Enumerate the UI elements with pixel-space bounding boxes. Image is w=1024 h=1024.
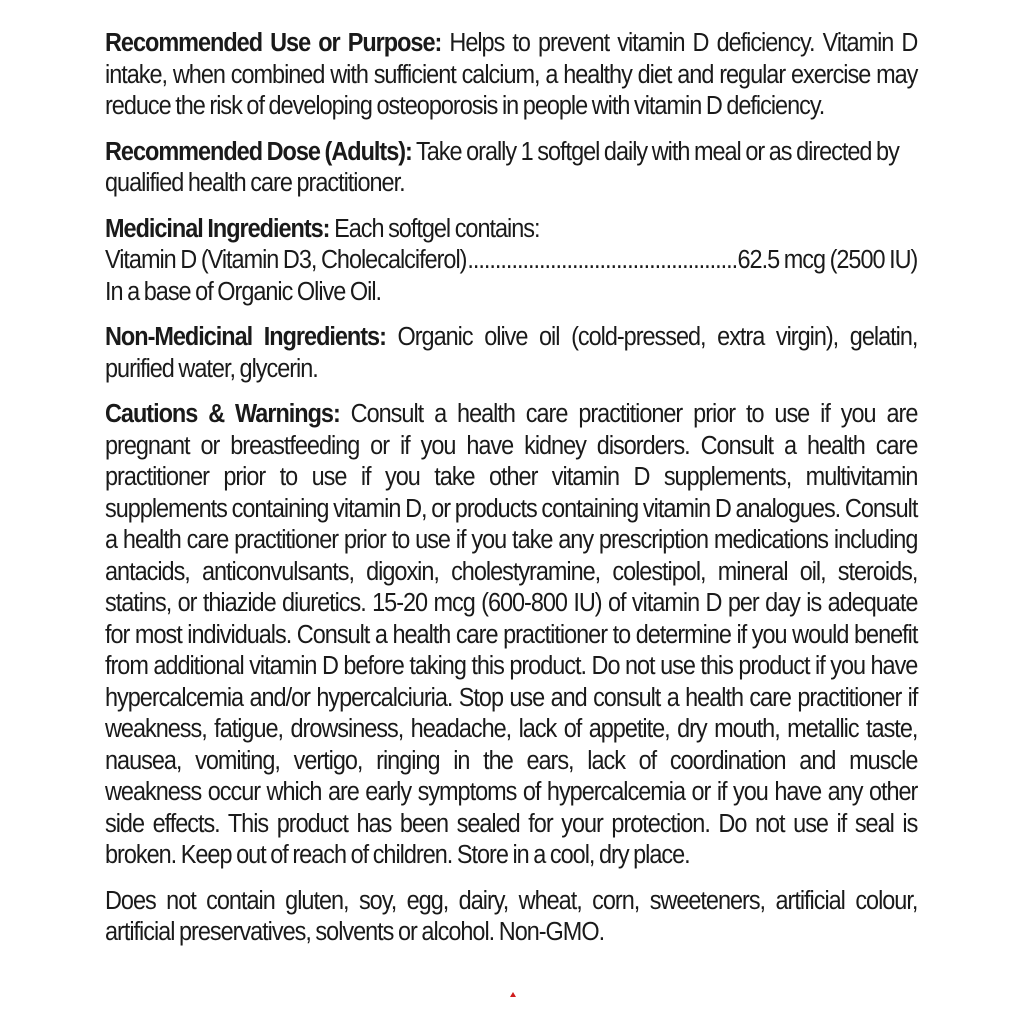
free-from-text: Does not contain gluten, soy, egg, dairy, wheat, corn, sweeteners, artificial colour, artificial preservatives, solvents or alcohol. Non-GMO. <box>105 886 918 946</box>
medicinal-ingredients-header-line <box>105 214 917 246</box>
dot-leader <box>467 245 736 277</box>
cautions-heading: Cautions & Warnings: <box>105 400 340 428</box>
non-medicinal-ingredients-text: Organic olive oil (cold-pressed, extra virgin), gelatin, purified water, glycerin. <box>105 323 918 383</box>
medicinal-ingredients-intro: Each softgel contains: <box>329 214 540 243</box>
recommended-use-section <box>105 28 917 123</box>
non-medicinal-ingredients-section <box>105 322 917 385</box>
medicinal-ingredients-heading: Medicinal Ingredients: <box>105 214 330 243</box>
recommended-dose-heading: Recommended Dose (Adults): <box>105 137 412 166</box>
non-medicinal-ingredients-heading: Non-Medicinal Ingredients: <box>105 323 386 351</box>
cautions-section <box>105 399 917 872</box>
cautions-text: Consult a health care practitioner prior to use if you are pregnant or breastfeeding or if you have kidney disorders. Consult a health care practitioner prior to use if you take other vitamin D supplements, multivitamin supplements containing vitamin D, or products containing vitamin D analogues. Consult a health care practitioner prior to use if you take any prescription medications including antacids, anticonvulsants, digoxin, cholestyramine, colestipol, mineral oil, steroids, statins, or thiazide diuretics. 15-20 mcg (600-800 IU) of vitamin D per day is adequate for most individuals. Consult a health care practitioner to determine if you would benefit from additional vitamin D before taking this product. Do not use this product if you have hypercalcemia and/or hypercalciuria. Stop use and consult a health care practitioner if weakness, fatigue, drowsiness, headache, lack of appetite, dry mouth, metallic taste, nausea, vomiting, vertigo, ringing in the ears, lack of coordination and muscle weakness occur which are early symptoms of hypercalcemia or if you have any other side effects. This product has been sealed for your protection. Do not use if seal is broken. Keep out of reach of children. Store in a cool, dry place. <box>105 400 918 869</box>
ingredient-row <box>105 245 917 277</box>
medicinal-ingredients-section <box>105 214 917 309</box>
recommended-use-text: Helps to prevent vitamin D deficiency. Vitamin D intake, when combined with sufficient calcium, a healthy diet and regular exercise may reduce the risk of developing osteoporosis in people with vitamin D deficiency. <box>105 29 918 120</box>
ingredient-amount: 62.5 mcg (2500 IU) <box>737 246 918 274</box>
free-from-section <box>105 886 917 949</box>
product-label-text <box>105 28 917 963</box>
recommended-dose-section <box>105 137 917 200</box>
recommended-use-heading: Recommended Use or Purpose: <box>105 29 442 57</box>
ingredient-name: Vitamin D (Vitamin D3, Cholecalciferol) <box>105 246 467 274</box>
recommended-dose-text: Take orally 1 softgel daily with meal or as directed by qualified health care practitioner. <box>105 137 899 197</box>
ingredient-base: In a base of Organic Olive Oil. <box>105 277 382 306</box>
red-marker-icon <box>510 992 516 997</box>
